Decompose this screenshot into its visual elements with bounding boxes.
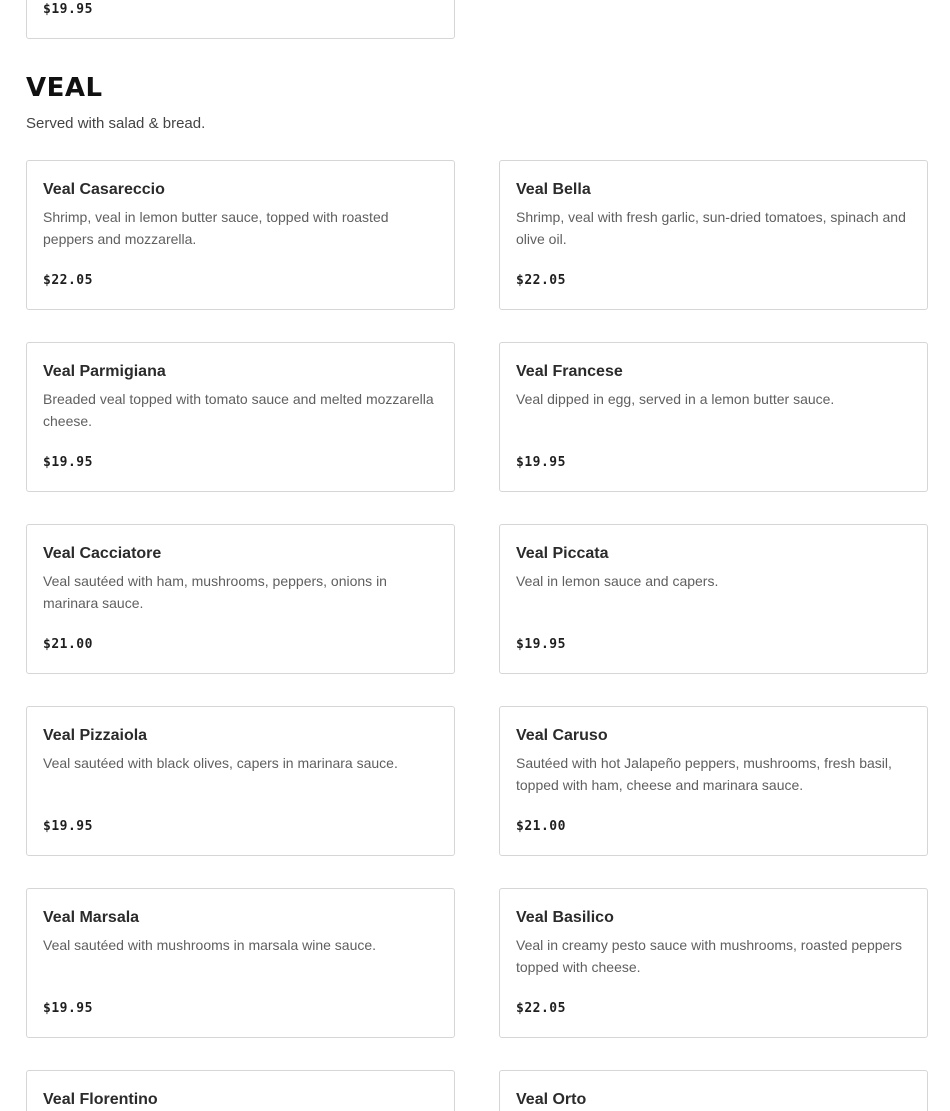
section-subtitle: Served with salad & bread. xyxy=(26,115,206,132)
menu-item-name: Veal Cacciatore xyxy=(43,545,162,562)
menu-item-card[interactable] xyxy=(26,888,455,1038)
menu-item-description: Shrimp, veal in lemon butter sauce, topped with roasted peppers and mozzarella. xyxy=(43,209,389,247)
menu-item-description: Sautéed with hot Jalapeño peppers, mushrooms, fresh basil, topped with ham, cheese and marinara sauce. xyxy=(516,755,892,793)
menu-item-name: Veal Florentino xyxy=(43,1091,158,1108)
menu-item-price: $19.95 xyxy=(43,819,93,834)
menu-item-description: Veal sautéed with black olives, capers in marinara sauce. xyxy=(43,755,398,771)
menu-item-name: Veal Orto xyxy=(516,1091,587,1108)
menu-item-price: $22.05 xyxy=(43,273,93,288)
menu-item-card[interactable] xyxy=(499,160,928,310)
menu-item-name: Veal Marsala xyxy=(43,909,140,926)
menu-item-description: Veal in creamy pesto sauce with mushrooms, roasted peppers topped with cheese. xyxy=(516,937,902,975)
menu-item-name: Veal Caruso xyxy=(516,727,608,744)
menu-item-card[interactable] xyxy=(26,706,455,856)
previous-menu-item-card[interactable] xyxy=(26,0,455,39)
menu-item-price: $21.00 xyxy=(516,819,566,834)
menu-item-name: Veal Casareccio xyxy=(43,181,165,198)
menu-item-price: $19.95 xyxy=(43,455,93,470)
menu-item-name: Veal Pizzaiola xyxy=(43,727,148,744)
menu-item-card[interactable] xyxy=(499,524,928,674)
menu-item-price: $22.05 xyxy=(516,1001,566,1016)
menu-item-card[interactable] xyxy=(26,524,455,674)
menu-item-name: Veal Parmigiana xyxy=(43,363,166,380)
menu-item-price: $19.95 xyxy=(516,455,566,470)
menu-item-card[interactable] xyxy=(499,706,928,856)
menu-item-card[interactable] xyxy=(26,342,455,492)
menu-item-card[interactable] xyxy=(499,888,928,1038)
menu-item-description: Breaded veal topped with tomato sauce and melted mozzarella cheese. xyxy=(43,391,434,429)
menu-item-card[interactable] xyxy=(499,342,928,492)
menu-item-description: Veal sautéed with mushrooms in marsala wine sauce. xyxy=(43,937,377,953)
menu-item-name: Veal Bella xyxy=(516,181,591,198)
menu-item-price: $19.95 xyxy=(43,2,93,17)
menu-item-price: $21.00 xyxy=(43,637,93,652)
menu-item-price: $22.05 xyxy=(516,273,566,288)
menu-item-description: Veal in lemon sauce and capers. xyxy=(516,573,719,589)
menu-item-name: Veal Piccata xyxy=(516,545,609,562)
menu-item-card[interactable] xyxy=(499,1070,928,1111)
menu-item-description: Veal dipped in egg, served in a lemon butter sauce. xyxy=(516,391,835,407)
menu-item-card[interactable] xyxy=(26,1070,455,1111)
menu-item-price: $19.95 xyxy=(516,637,566,652)
section-title: VEAL xyxy=(26,73,103,103)
menu-item-description: Veal sautéed with ham, mushrooms, peppers, onions in marinara sauce. xyxy=(43,573,387,611)
menu-item-name: Veal Francese xyxy=(516,363,623,380)
menu-item-name: Veal Basilico xyxy=(516,909,614,926)
menu-item-price: $19.95 xyxy=(43,1001,93,1016)
menu-item-card[interactable] xyxy=(26,160,455,310)
menu-item-description: Shrimp, veal with fresh garlic, sun-dried tomatoes, spinach and olive oil. xyxy=(516,209,906,247)
